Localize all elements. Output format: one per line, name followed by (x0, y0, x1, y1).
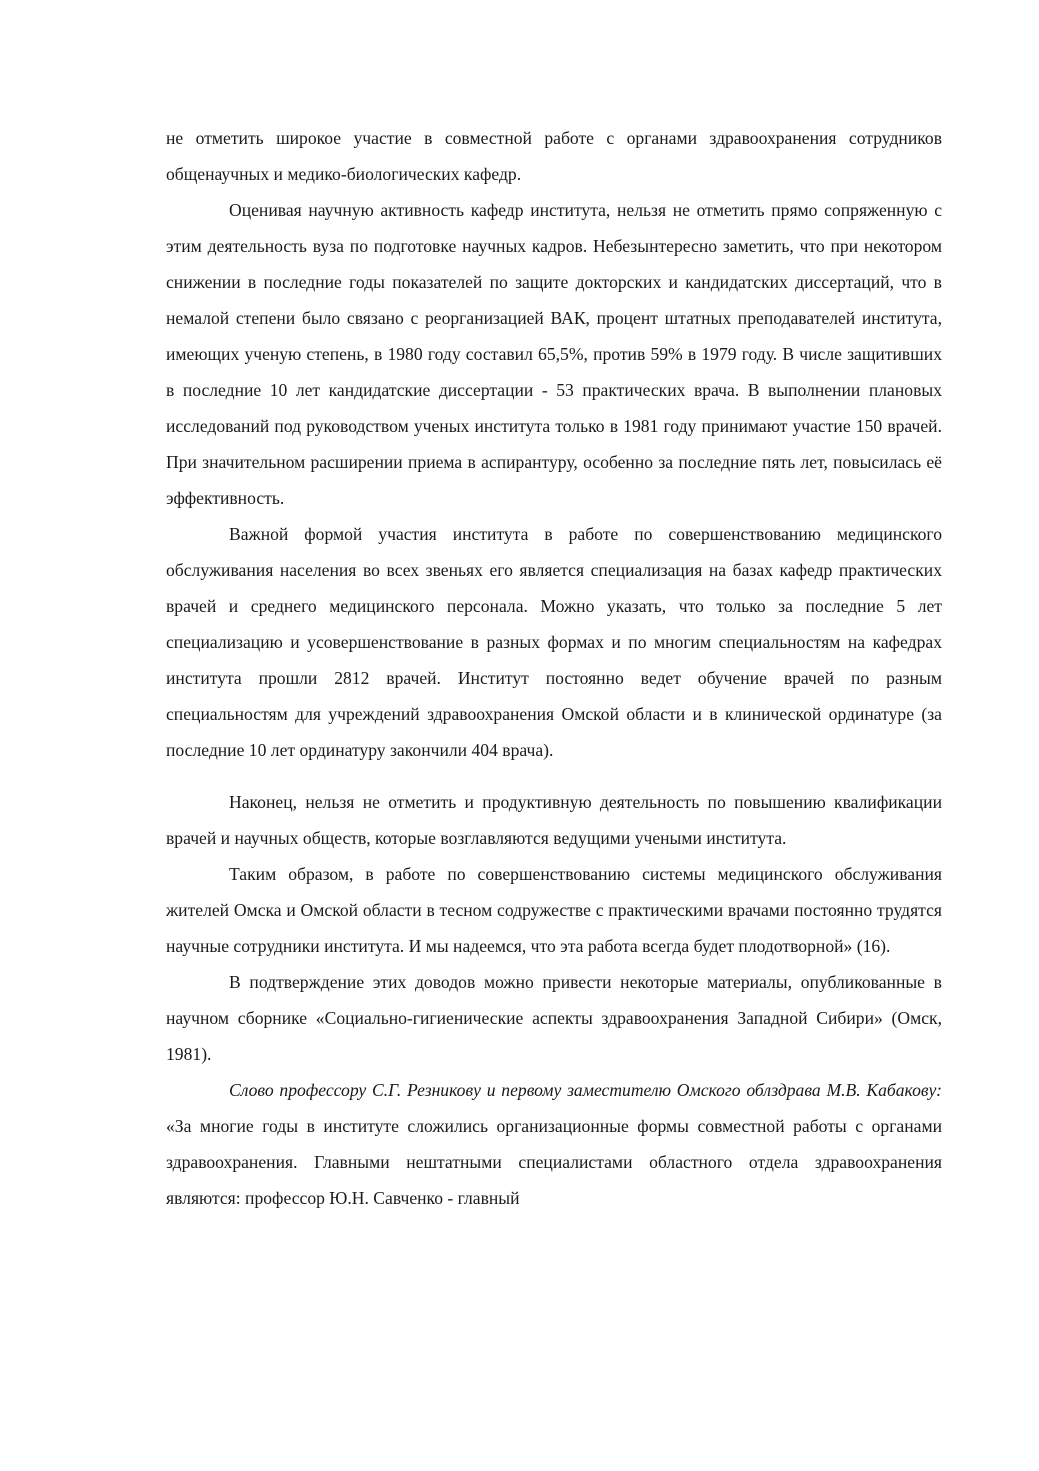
paragraph-5: Таким образом, в работе по совершенствованию системы медицинского обслуживания жителей Омска и Омской области в тесном содружестве с практическими врачами постоянно трудятся научные сотрудники института. И мы надеемся, что эта работа всегда будет плодотворной» (16). (166, 864, 942, 956)
document-page (166, 120, 942, 1216)
paragraph-7-italic-lead: Слово профессору С.Г. Резникову и первому заместителю Омского облздрава М.В. Кабакову: (229, 1080, 942, 1100)
paragraph-4: Наконец, нельзя не отметить и продуктивную деятельность по повышению квалификации врачей и научных обществ, которые возглавляются ведущими учеными института. (166, 792, 942, 848)
paragraph-2: Оценивая научную активность кафедр института, нельзя не отметить прямо сопряженную с этим деятельность вуза по подготовке научных кадров. Небезынтересно заметить, что при некотором снижении в последние годы показателей по защите докторских и кандидатских диссертаций, что в немалой степени было связано с реорганизацией ВАК, процент штатных преподавателей института, имеющих ученую степень, в 1980 году составил 65,5%, против 59% в 1979 году. В числе защитивших в последние 10 лет кандидатские диссертации - 53 практических врача. В выполнении плановых исследований под руководством ученых института только в 1981 году принимают участие 150 врачей. При значительном расширении приема в аспирантуру, особенно за последние пять лет, повысилась её эффективность. (166, 200, 942, 508)
paragraph-7-text: «За многие годы в институте сложились организационные формы совместной работы с органами здравоохранения. Главными нештатными специалистами областного отдела здравоохранения являются: профессор Ю.Н. Савченко - главный (166, 1116, 942, 1208)
paragraph-3: Важной формой участия института в работе по совершенствованию медицинского обслуживания населения во всех звеньях его является специализация на базах кафедр практических врачей и среднего медицинского персонала. Можно указать, что только за последние 5 лет специализацию и усовершенствование в разных формах и по многим специальностям на кафедрах института прошли 2812 врачей. Институт постоянно ведет обучение врачей по разным специальностям для учреждений здравоохранения Омской области и в клинической ординатуре (за последние 10 лет ординатуру закончили 404 врача). (166, 524, 942, 760)
paragraph-1: не отметить широкое участие в совместной работе с органами здравоохранения сотрудников общенаучных и медико-биологических кафедр. (166, 128, 942, 184)
paragraph-7 (166, 1072, 942, 1216)
paragraph-6: В подтверждение этих доводов можно привести некоторые материалы, опубликованные в научном сборнике «Социально-гигиенические аспекты здравоохранения Западной Сибири» (Омск, 1981). (166, 972, 942, 1064)
